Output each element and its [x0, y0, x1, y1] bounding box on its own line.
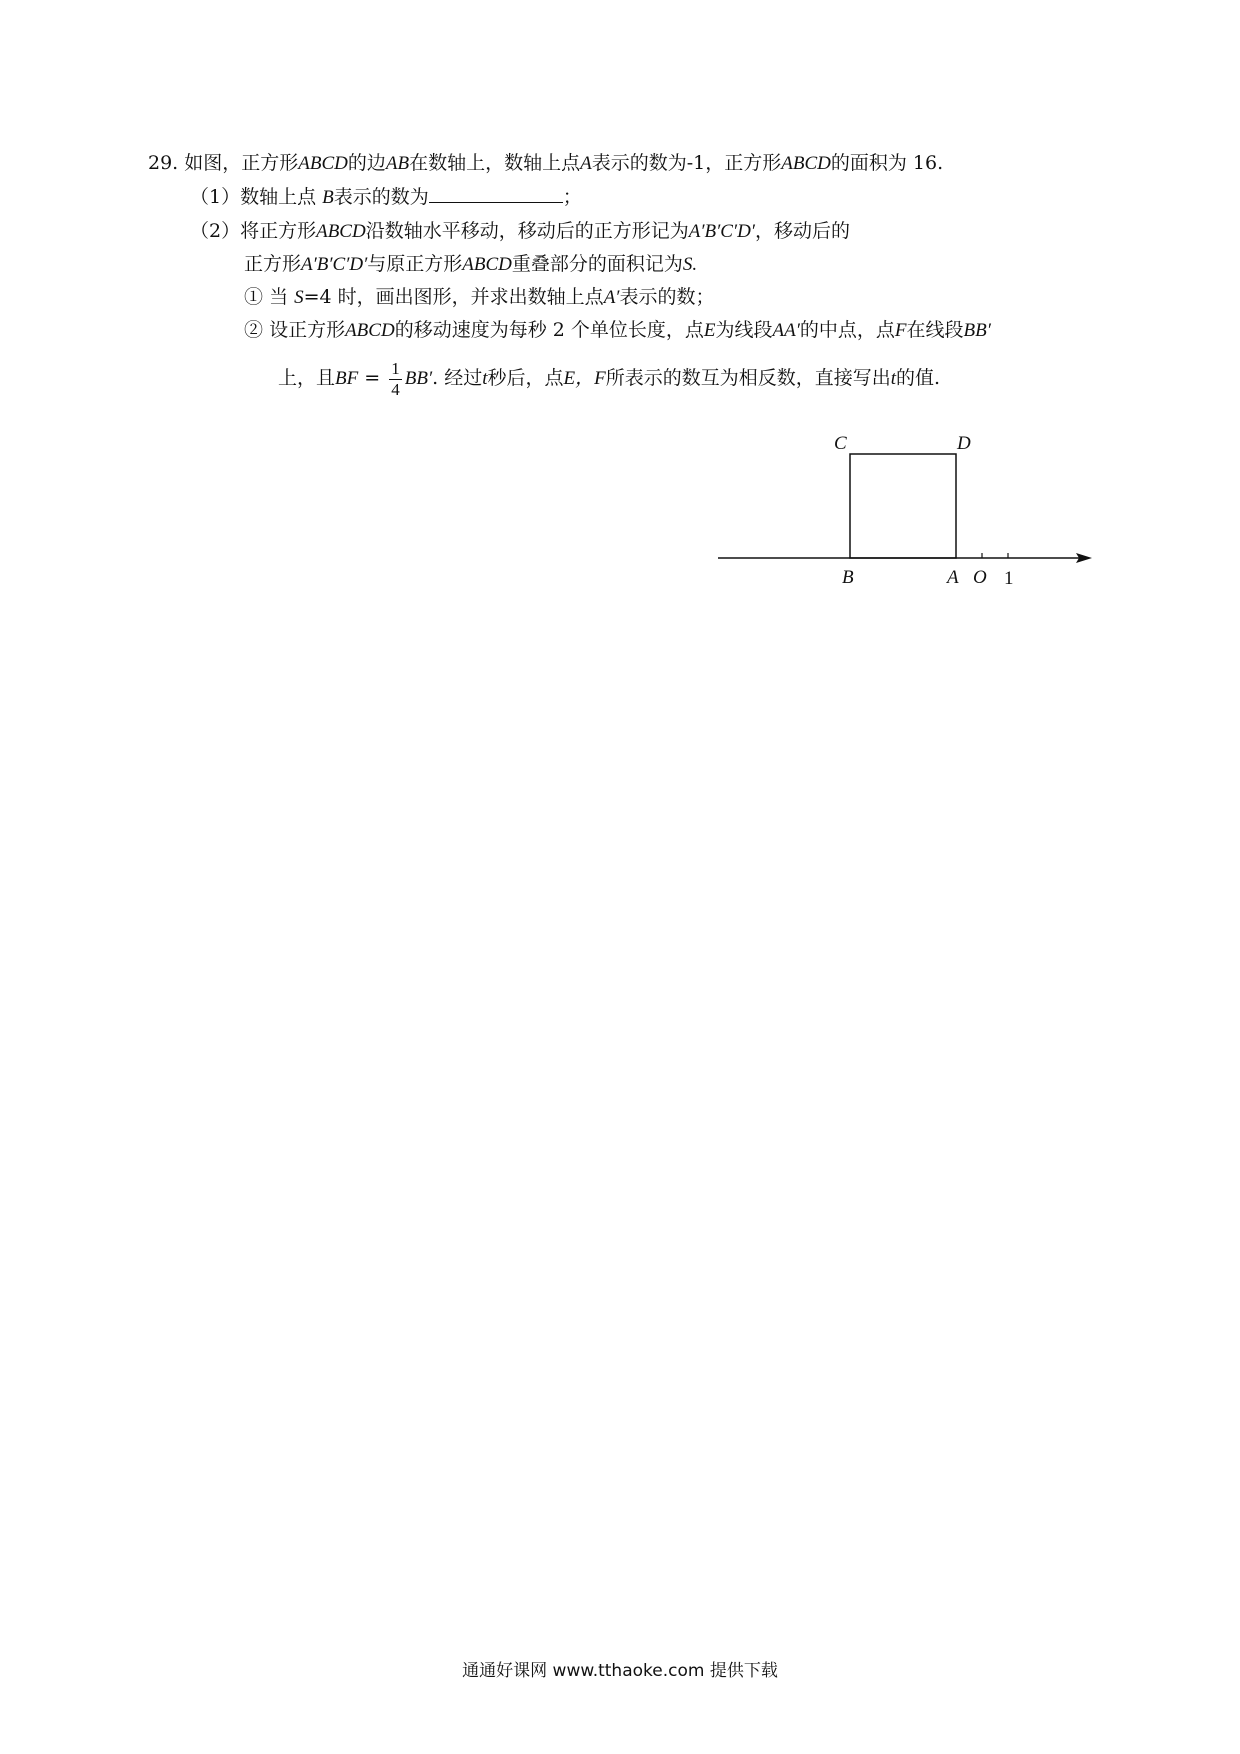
label-one: 1	[1004, 568, 1014, 589]
label-o: O	[973, 567, 987, 588]
part2-line2: 正方形A′B′C′D′与原正方形ABCD重叠部分的面积记为S.	[244, 253, 698, 275]
sub-question-1: ① 当 S=4 时，画出图形，并求出数轴上点A′表示的数；	[244, 286, 715, 308]
sub-question-2-line1: ② 设正方形ABCD的移动速度为每秒 2 个单位长度，点E为线段AA′的中点，点F在线段BB′	[244, 319, 991, 341]
answer-blank[interactable]	[429, 184, 563, 203]
part2-line1: （2）将正方形ABCD沿数轴水平移动，移动后的正方形记为A′B′C′D′，移动后的	[190, 220, 850, 242]
label-b: B	[842, 567, 854, 588]
sub-question-2-line2: 上，且BF = $\frac{1}{4}$ BB′. 经过t秒后，点E，F所表示的数互为相反数，直接写出t的值.	[278, 358, 941, 399]
footer-source: 通通好课网 www.tthaoke.com 提供下载	[462, 1661, 778, 1681]
label-d: D	[957, 433, 971, 454]
question-number: 29.	[148, 152, 179, 174]
number-line-arrow	[1076, 553, 1092, 563]
label-a: A	[947, 567, 959, 588]
label-c: C	[834, 433, 847, 454]
fraction-one-quarter: $\frac{1}{4}$	[391, 358, 400, 399]
part1: （1）数轴上点 B表示的数为 ；	[190, 186, 582, 208]
question-stem: 29. 如图，正方形ABCD的边AB在数轴上，数轴上点A表示的数为-1，正方形ABCD的面积为 16.	[148, 152, 944, 174]
square-abcd	[850, 454, 956, 558]
